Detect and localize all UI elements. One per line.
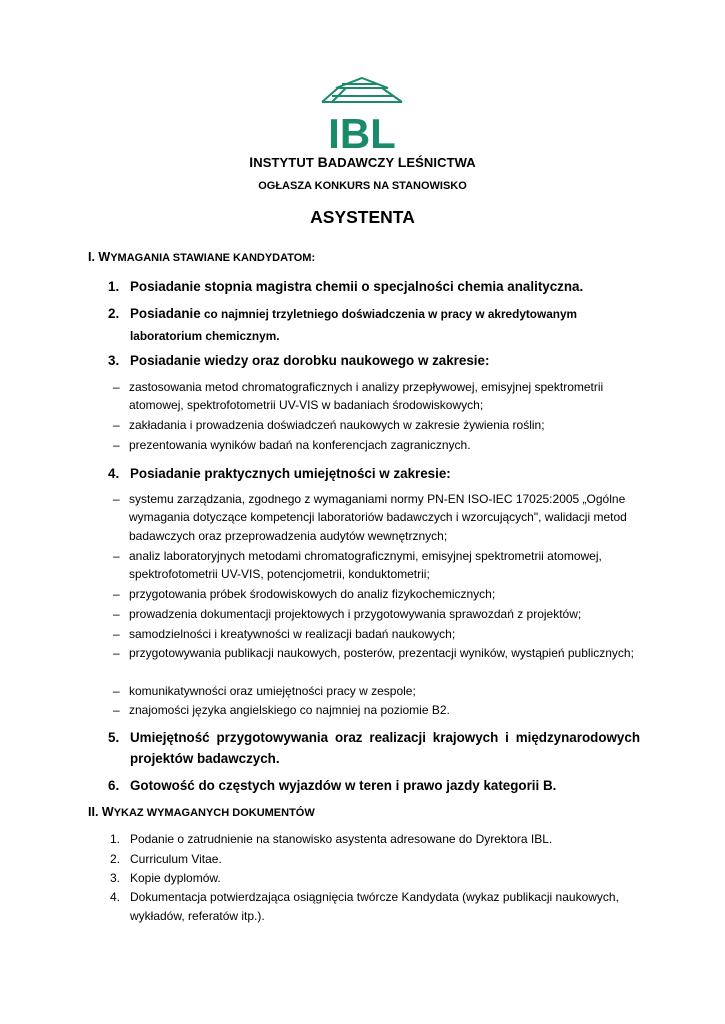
institute-name: INSTYTUT BADAWCZY LEŚNICTWA (249, 154, 476, 170)
section-heading-documents: II. WYKAZ WYMAGANYCH DOKUMENTÓW (88, 805, 315, 819)
position-title: ASYSTENTA (310, 207, 415, 227)
ibl-logo (318, 74, 406, 152)
document-page: IBL INSTYTUT BADAWCZY LEŚNICTWA OGŁASZA KONKURS NA STANOWISKO ASYSTENTA I. WYMAGANIA STAWIANE KANDYDATOM: 1. Posiadanie stopnia magistra chemii o specjalności chemia analityczna. 2. Posiadanie co najmniej trzyletniego doświadczenia w pracy w akredytowanym laboratorium chemicznym. 3. Posiadanie wiedzy oraz dorobku naukowego w zakresie: – zastosowania metod chromatograficznych i analizy przepływowej, emisyjnej spektrometrii atomowej, spektrofotometrii UV-VIS w badaniach środowiskowych; – zakładania i prowadzenia doświadczeń naukowych w zakresie żywienia roślin; – prezentowania wyników badań na konferencjach zagranicznych. 4. Posiadanie praktycznych umiejętności w zakresie: – systemu zarządzania, zgodnego z wymaganiami normy PN-EN ISO-IEC 17025:2005 „Ogólne wymagania dotyczące kompetencji laboratoriów badawczych i wzorcujących", walidacji metod badawczych oraz przeprowadzenia audytów wewnętrznych; – analiz laboratoryjnych metodami chromatograficznymi, emisyjnej spektrometrii atomowej, spektrofotometrii UV-VIS, potencjometrii, konduktometrii; – przygotowania próbek środowiskowych do analiz fizykochemicznych; – prowadzenia dokumentacji projektowych i przygotowywania sprawozdań z projektów; – samodzielności i kreatywności w realizacji badań naukowych; – przygotowywania publikacji naukowych, posterów, prezentacji wyników, wystąpień publicznych; – komunikatywności oraz umiejętności pracy w zespole; – znajomości języka angielskiego co najmniej na poziomie B2. 5. Umiejętność przygotowywania oraz realizacji krajowych i międzynarodowych projektów badawczych. 6. Gotowość do częstych wyjazdów w teren i prawo jazdy kategorii B. II. WYKAZ WYMAGANYCH DOKUMENTÓW 1. Podanie o zatrudnienie na stanowisko asystenta adresowane do Dyrektora IBL. 2. Curriculum Vitae. 3. Kopie dyplomów. 4. Dokumentacja potwierdzająca osiągnięcia twórcze Kandydata (wykaz publikacji naukowych, wykładów, referatów itp.). (0, 0, 725, 1024)
announcement-line: OGŁASZA KONKURS NA STANOWISKO (258, 180, 467, 192)
logo-text: IBL (328, 110, 396, 152)
section-heading-requirements: I. WYMAGANIA STAWIANE KANDYDATOM: (88, 250, 316, 264)
